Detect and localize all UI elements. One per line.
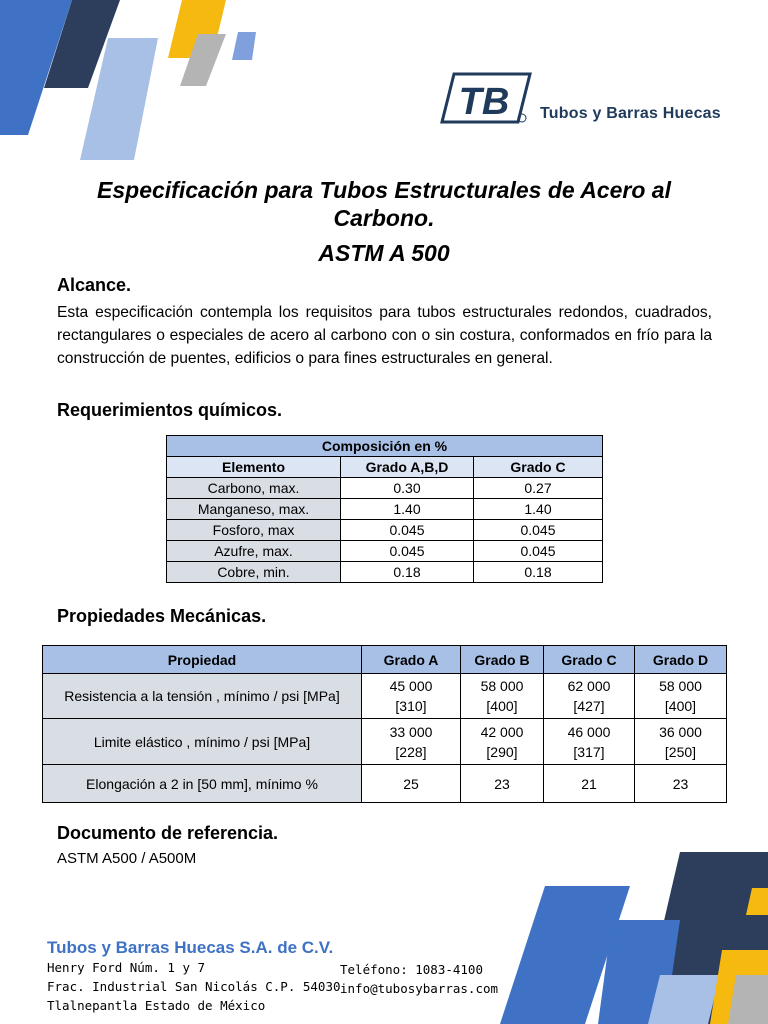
value-cell: 58 000 [400] <box>461 674 544 719</box>
value-cell: 46 000 [317] <box>544 719 635 765</box>
value-cell: 0.18 <box>341 562 474 583</box>
mechanical-col-header: Grado C <box>544 646 635 674</box>
footer-contact <box>340 960 498 998</box>
reference-text: ASTM A500 / A500M <box>57 850 197 867</box>
chemical-heading: Requerimientos químicos. <box>57 400 283 420</box>
table-row <box>167 562 603 583</box>
chemical-col-header: Grado A,B,D <box>341 457 474 478</box>
chemical-table <box>166 435 603 583</box>
tb-logo-icon <box>440 72 532 124</box>
element-cell: Carbono, max. <box>167 478 341 499</box>
value-cell: 23 <box>635 765 727 803</box>
value-cell: 0.045 <box>474 520 603 541</box>
value-cell: 33 000 [228] <box>362 719 461 765</box>
value-cell: 0.045 <box>474 541 603 562</box>
mechanical-col-header: Grado D <box>635 646 727 674</box>
value-cell: 1.40 <box>341 499 474 520</box>
email-link[interactable]: info@tubosybarras.com <box>340 981 499 996</box>
footer-address <box>47 958 341 1015</box>
brand-name: Tubos y Barras Huecas <box>540 105 721 122</box>
value-cell: 0.045 <box>341 520 474 541</box>
phone-text: Teléfono: 1083-4100 <box>340 962 483 977</box>
value-cell: 0.18 <box>474 562 603 583</box>
chemical-col-header: Elemento <box>167 457 341 478</box>
table-row <box>167 499 603 520</box>
scope-text: Esta especificación contempla los requisitos para tubos estructurales redondos, cuadrados, rectangulares o especiales de acero al carbono con o sin costura, conformados en frío para la construcción de puentes, edificios o para fines estructurales en general. <box>57 304 712 367</box>
mechanical-heading: Propiedades Mecánicas. <box>57 606 267 626</box>
chemical-col-header: Grado C <box>474 457 603 478</box>
company-logo <box>440 72 532 129</box>
top-decoration <box>0 0 260 170</box>
value-cell: 42 000 [290] <box>461 719 544 765</box>
address-line: Frac. Industrial San Nicolás C.P. 54030 <box>47 979 341 994</box>
table-row <box>43 765 727 803</box>
logo-text: TB <box>458 81 510 123</box>
value-cell: 0.30 <box>341 478 474 499</box>
address-line: Henry Ford Núm. 1 y 7 <box>47 960 206 975</box>
value-cell: 0.27 <box>474 478 603 499</box>
mechanical-col-header: Propiedad <box>43 646 362 674</box>
value-cell: 21 <box>544 765 635 803</box>
title-line-1: Especificación para Tubos Estructurales de Acero al <box>97 177 671 203</box>
address-line: Tlalnepantla Estado de México <box>47 998 266 1013</box>
value-cell: 58 000 [400] <box>635 674 727 719</box>
value-cell: 36 000 [250] <box>635 719 727 765</box>
element-cell: Cobre, min. <box>167 562 341 583</box>
element-cell: Fosforo, max <box>167 520 341 541</box>
table-row <box>167 520 603 541</box>
footer-company: Tubos y Barras Huecas S.A. de C.V. <box>47 938 334 957</box>
value-cell: 62 000 [427] <box>544 674 635 719</box>
table-row <box>167 478 603 499</box>
value-cell: 1.40 <box>474 499 603 520</box>
value-cell: 23 <box>461 765 544 803</box>
table-row <box>43 719 727 765</box>
table-row <box>43 674 727 719</box>
property-cell: Elongación a 2 in [50 mm], mínimo % <box>43 765 362 803</box>
chemical-table-title: Composición en % <box>167 436 603 457</box>
title-line-3: ASTM A 500 <box>318 240 450 266</box>
table-row <box>167 541 603 562</box>
mechanical-col-header: Grado A <box>362 646 461 674</box>
mechanical-col-header: Grado B <box>461 646 544 674</box>
element-cell: Manganeso, max. <box>167 499 341 520</box>
value-cell: 45 000 [310] <box>362 674 461 719</box>
title-line-2: Carbono. <box>333 205 435 231</box>
value-cell: 25 <box>362 765 461 803</box>
value-cell: 0.045 <box>341 541 474 562</box>
property-cell: Resistencia a la tensión , mínimo / psi [MPa] <box>43 674 362 719</box>
element-cell: Azufre, max. <box>167 541 341 562</box>
property-cell: Limite elástico , mínimo / psi [MPa] <box>43 719 362 765</box>
reference-heading: Documento de referencia. <box>57 823 279 843</box>
scope-heading: Alcance. <box>57 275 132 295</box>
mechanical-table <box>42 645 727 803</box>
